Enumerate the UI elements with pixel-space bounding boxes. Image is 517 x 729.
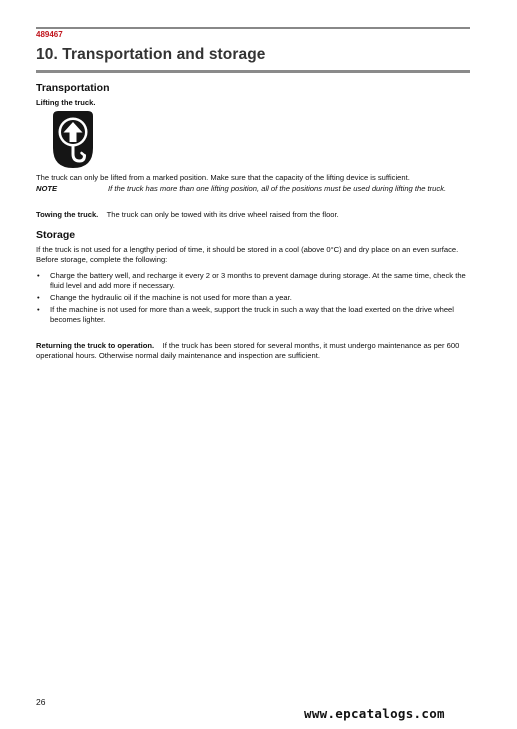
list-item: • Charge the battery well, and recharge it every 2 or 3 months to prevent damage during storage. At the same time, check the fluid level and add more if necessary. bbox=[36, 271, 472, 291]
note-text: If the truck has more than one lifting position, all of the positions must be used during lifting the truck. bbox=[108, 184, 447, 193]
returning-text: If the truck has been stored for several months, it must undergo maintenance as per 600 operational hours. Otherwise normal daily maintenance and inspection are sufficient. bbox=[36, 341, 460, 360]
title-underline bbox=[36, 70, 470, 73]
towing-text: The truck can only be towed with its drive wheel raised from the floor. bbox=[106, 210, 339, 219]
section-heading-storage: Storage bbox=[36, 229, 76, 241]
page-title: 10. Transportation and storage bbox=[36, 46, 266, 63]
section-heading-transportation: Transportation bbox=[36, 82, 110, 94]
lifting-label: Lifting the truck. bbox=[36, 98, 96, 107]
lifting-hook-icon bbox=[53, 111, 93, 173]
lifting-text: The truck can only be lifted from a marked position. Make sure that the capacity of the lifting device is sufficient. bbox=[36, 173, 410, 182]
storage-intro: If the truck is not used for a lengthy period of time, it should be stored in a cool (above 0°C) and dry place on an even surface. Before storage, complete the following: bbox=[36, 245, 459, 264]
watermark: www.epcatalogs.com bbox=[304, 706, 445, 721]
list-item: • Change the hydraulic oil if the machine is not used for more than a year. bbox=[36, 293, 472, 303]
header-rule bbox=[36, 27, 470, 29]
storage-checklist bbox=[36, 271, 472, 327]
towing-paragraph bbox=[36, 210, 472, 220]
towing-label: Towing the truck. bbox=[36, 210, 99, 219]
returning-paragraph bbox=[36, 341, 472, 361]
returning-label: Returning the truck to operation. bbox=[36, 341, 155, 350]
list-item: • If the machine is not used for more than a week, support the truck in such a way that the load exerted on the drive wheel becomes lighter. bbox=[36, 305, 472, 325]
document-id: 489467 bbox=[36, 30, 63, 39]
note-label: NOTE bbox=[36, 184, 58, 193]
page-number: 26 bbox=[36, 697, 46, 707]
